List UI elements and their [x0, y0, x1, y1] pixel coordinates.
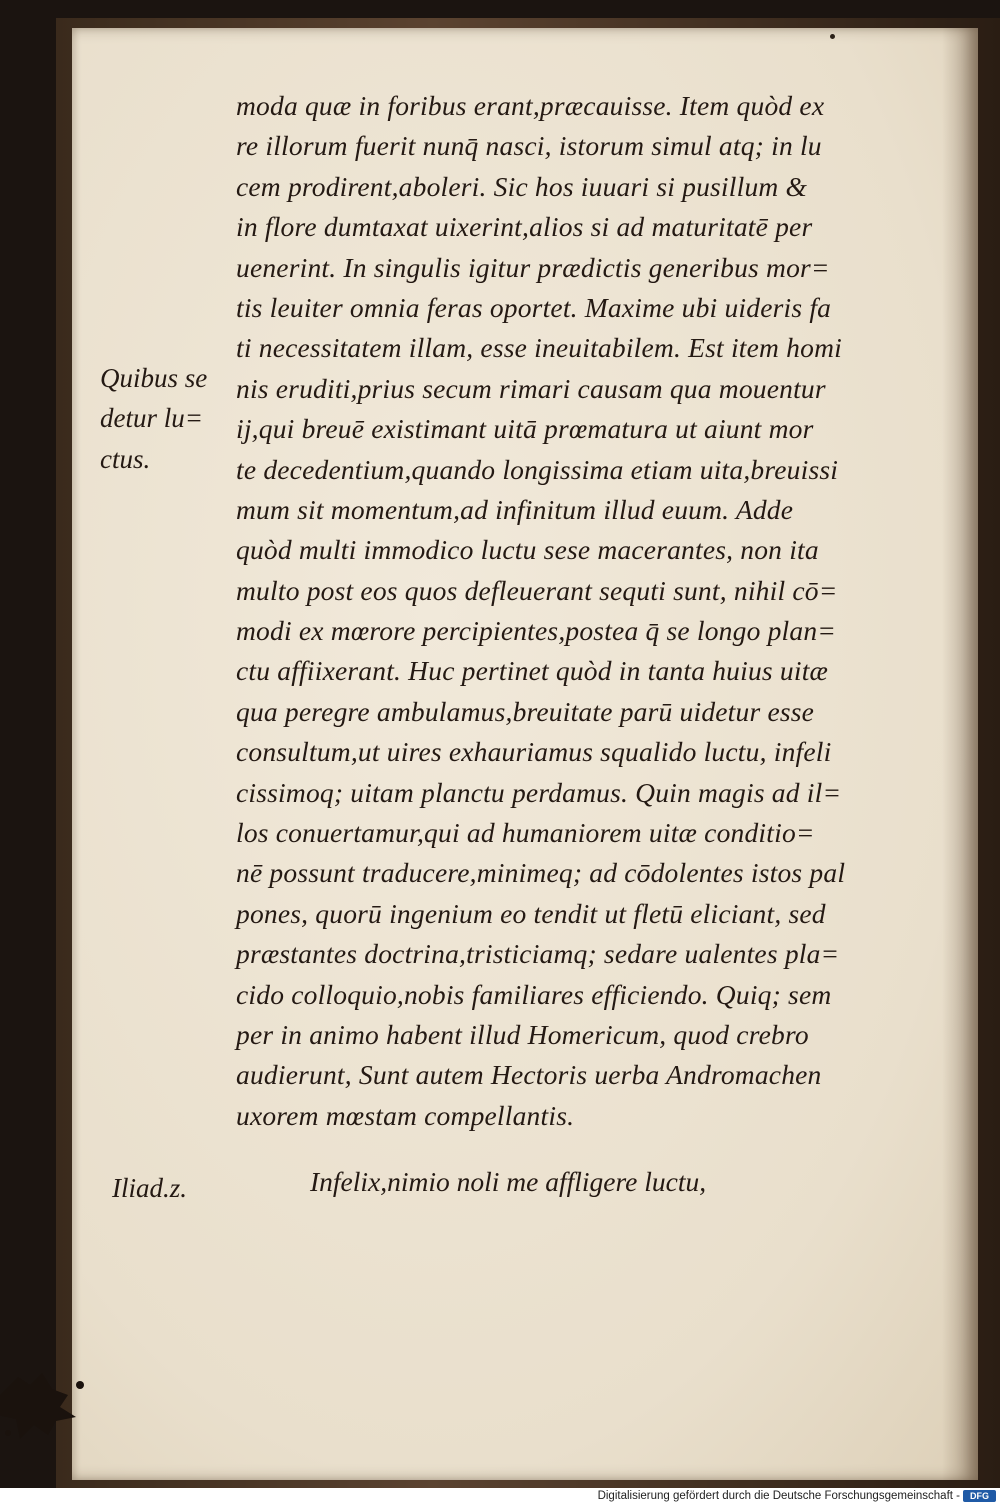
ink-stain — [0, 1355, 110, 1445]
text-line: præstantes doctrina,tristiciamq; sedare ualentes pla= — [236, 938, 840, 970]
text-line: nē possunt traducere,minimeq; ad cōdolentes istos pal — [236, 857, 846, 889]
text-line: ti necessitatem illam, esse ineuitabilem. Est item homi — [236, 332, 842, 364]
text-line: moda quæ in foribus erant,præcauisse. Item quòd ex — [236, 90, 825, 121]
text-line: nis eruditi,prius secum rimari causam qua mouentur — [236, 372, 826, 404]
text-line: re illorum fuerit nunq̄ nasci, istorum simul atq; in lu — [236, 130, 822, 162]
gutter-shadow — [942, 28, 978, 1480]
margin-note-line: ctus. — [100, 443, 151, 474]
text-line: mum sit momentum,ad infinitum illud euum. Adde — [236, 493, 794, 525]
text-line: quòd multi immodico luctu sese macerantes, non ita — [236, 534, 819, 566]
text-line: audierunt, Sunt autem Hectoris uerba Andromachen — [236, 1059, 822, 1091]
margin-note — [100, 358, 240, 479]
verse-line: Infelix,nimio noli me affligere luctu, — [310, 1166, 707, 1197]
text-line: in flore dumtaxat uixerint,alios si ad maturitatē per — [236, 211, 813, 243]
margin-note-line: detur lu= — [100, 403, 203, 434]
footer-bar — [0, 1488, 1000, 1505]
funding-credit: Digitalisierung gefördert durch die Deutsche Forschungsgemeinschaft - — [597, 1490, 960, 1502]
text-line: modi ex mœrore percipientes,postea q̄ se longo plan= — [236, 615, 837, 647]
text-line: per in animo habent illud Homericum, quod crebro — [236, 1018, 809, 1050]
text-line: tis leuiter omnia feras oportet. Maxime ubi uideris fa — [236, 291, 832, 323]
text-line: cem prodirent,aboleri. Sic hos iuuari si pusillum & — [236, 170, 808, 202]
body-text — [236, 86, 876, 1136]
text-line: qua peregre ambulamus,breuitate parū uidetur esse — [236, 695, 815, 727]
text-line: cido colloquio,nobis familiares efficiendo. Quiq; sem — [236, 978, 832, 1010]
text-line: ij,qui breuē existimant uitā prœmatura ut aiunt mor — [236, 413, 814, 445]
dfg-logo: DFG — [963, 1490, 996, 1502]
margin-note-line: Quibus se — [100, 363, 208, 393]
text-line: uxorem mœstam compellantis. — [236, 1099, 575, 1131]
text-line: multo post eos quos defleuerant sequti sunt, nihil cō= — [236, 574, 838, 606]
text-line: cissimoq; uitam planctu perdamus. Quin magis ad il= — [236, 776, 842, 808]
text-line: pones, quorū ingenium eo tendit ut fletū eliciant, sed — [236, 897, 826, 929]
text-line: uenerint. In singulis igitur prædictis generibus mor= — [236, 251, 830, 283]
margin-reference: Iliad.z. — [112, 1173, 188, 1203]
text-line: los conuertamur,qui ad humaniorem uitæ conditio= — [236, 817, 815, 849]
ink-dot — [830, 34, 835, 39]
text-line: ctu affiixerant. Huc pertinet quòd in tanta huius uitæ — [236, 655, 829, 687]
text-line: consultum,ut uires exhauriamus squalido luctu, infeli — [236, 736, 832, 768]
text-line: te decedentium,quando longissima etiam uita,breuissi — [236, 453, 839, 485]
